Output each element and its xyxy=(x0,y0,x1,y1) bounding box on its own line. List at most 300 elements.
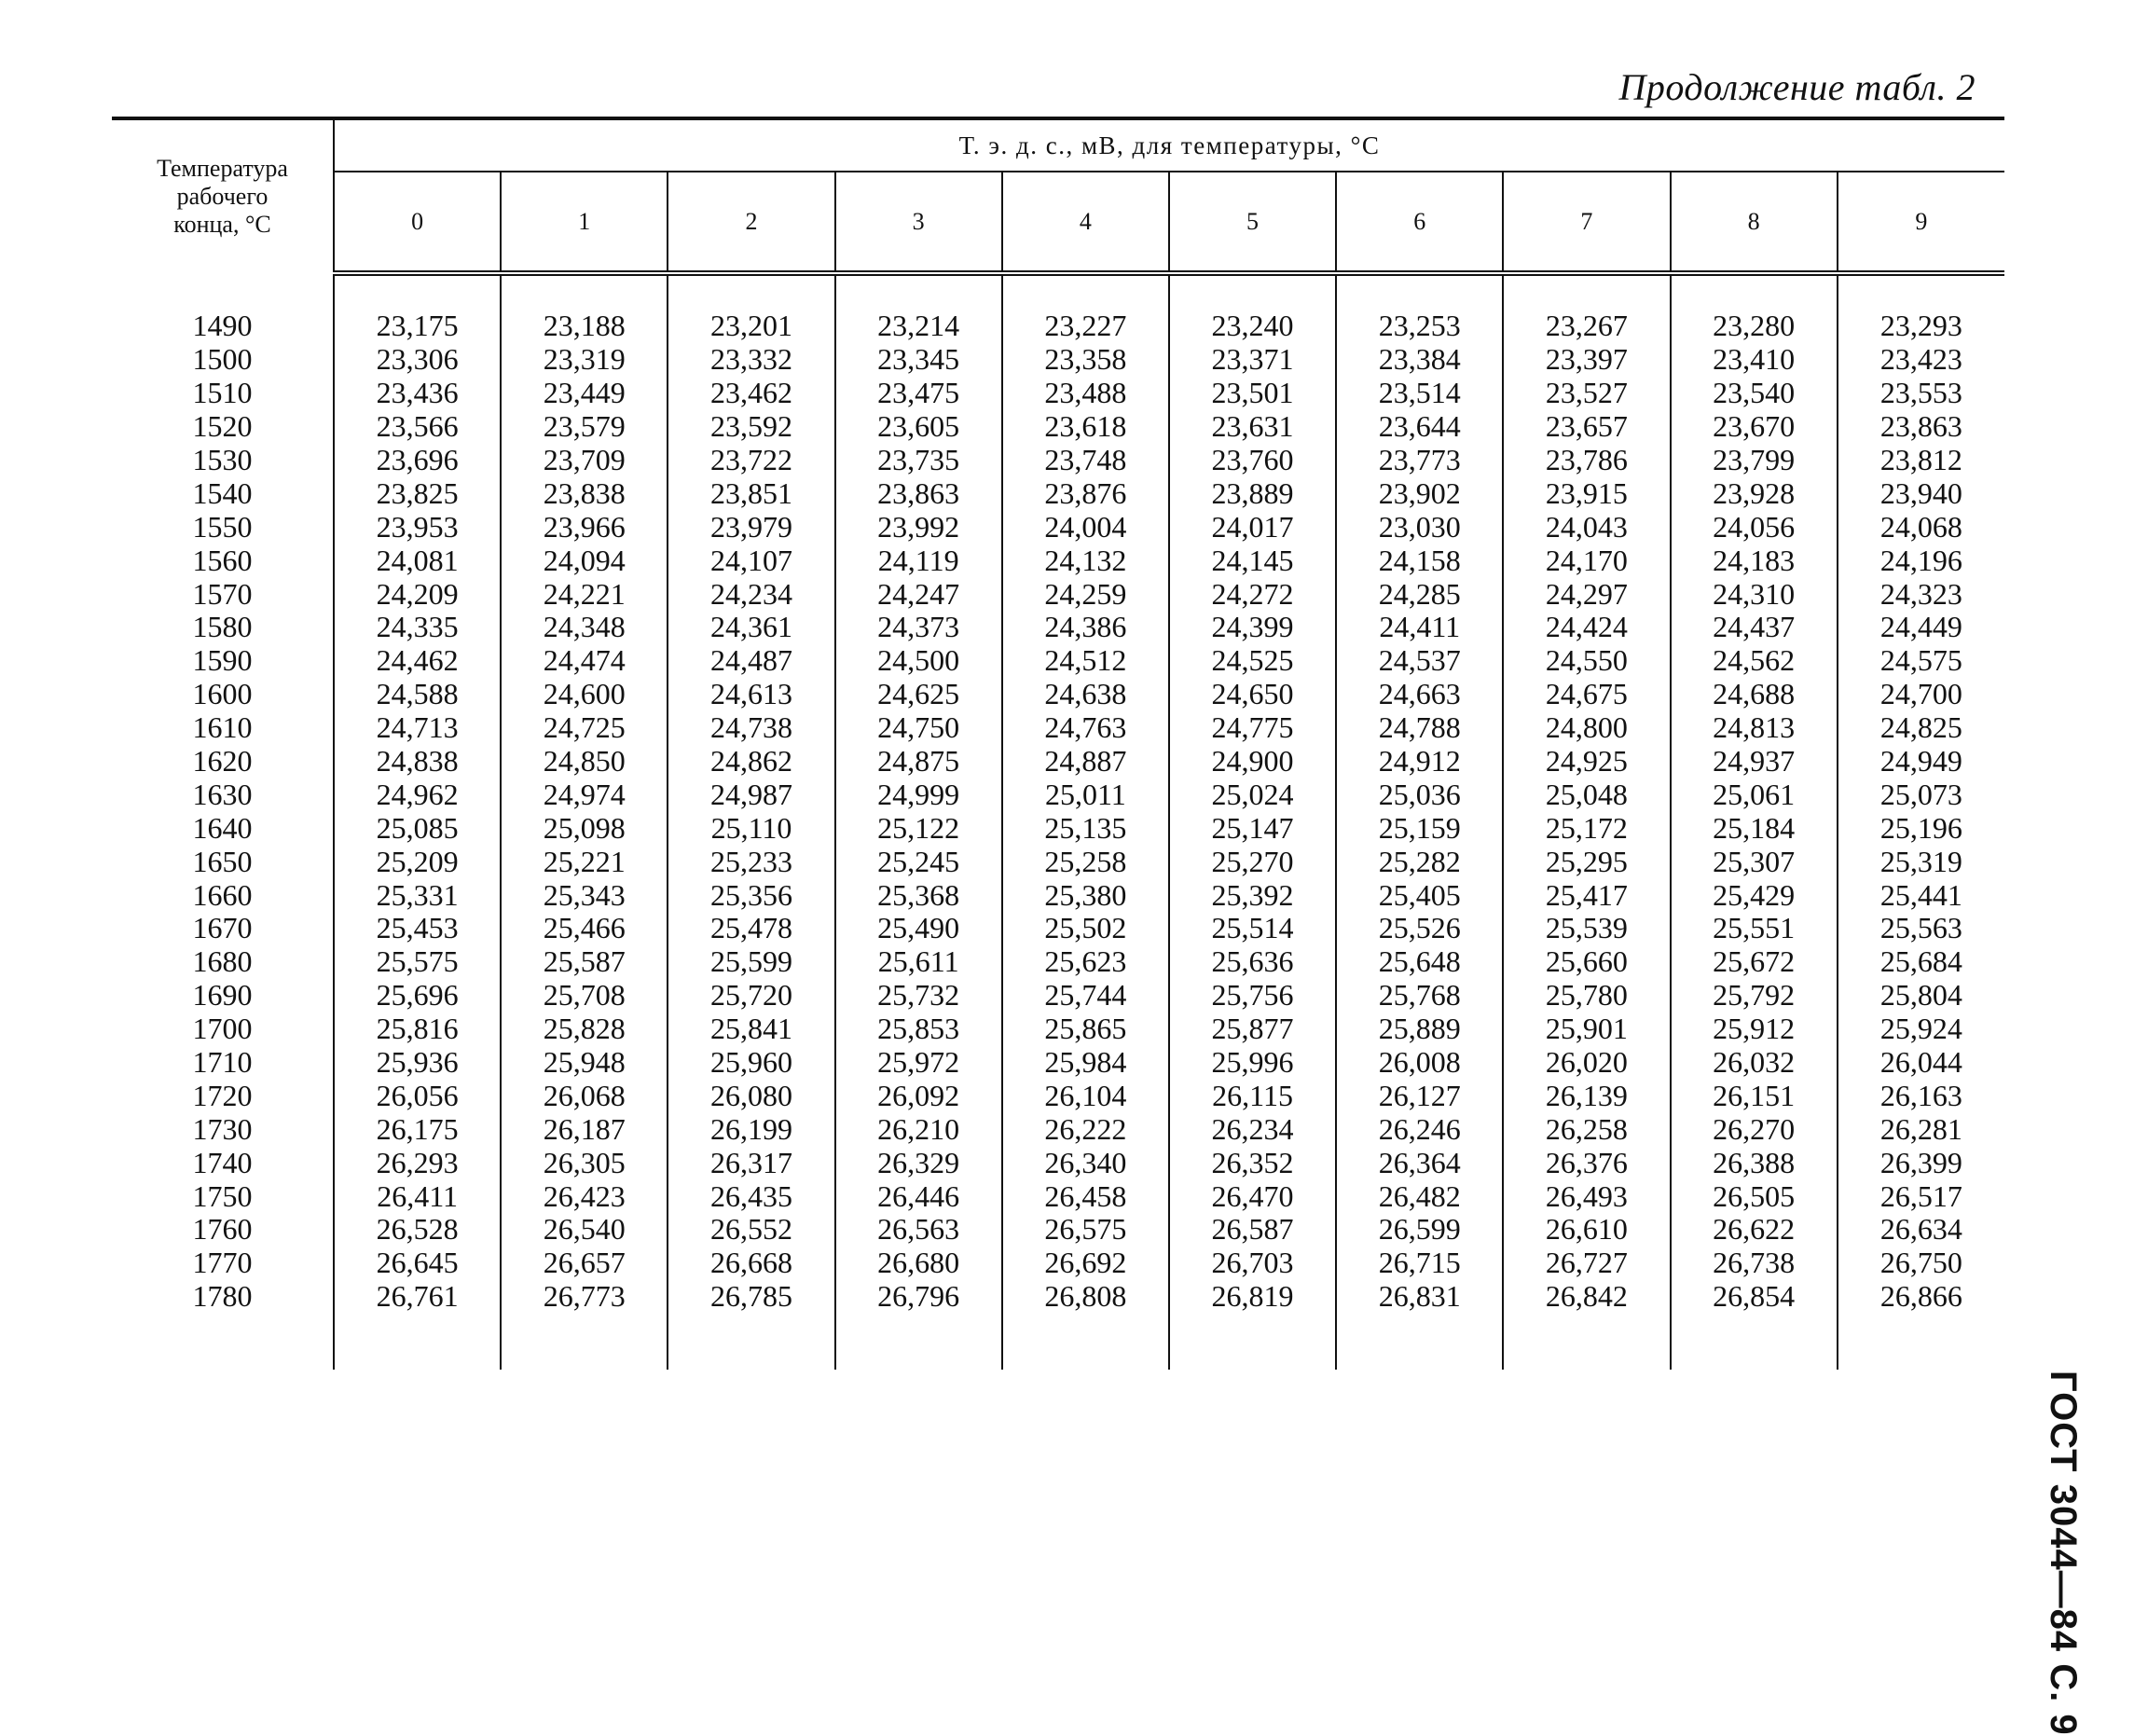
emf-value-cell: 26,715 xyxy=(1336,1247,1503,1280)
emf-value-cell: 23,514 xyxy=(1336,377,1503,410)
emf-value-cell: 24,348 xyxy=(501,611,668,644)
emf-value-cell: 25,405 xyxy=(1336,878,1503,912)
table-body xyxy=(112,273,2004,1370)
emf-value-cell: 25,514 xyxy=(1169,912,1336,945)
emf-value-cell: 25,648 xyxy=(1336,945,1503,979)
emf-value-cell: 26,234 xyxy=(1169,1112,1336,1146)
emf-value-cell: 26,680 xyxy=(835,1247,1002,1280)
emf-value-cell: 26,727 xyxy=(1503,1247,1670,1280)
emf-value-cell: 25,732 xyxy=(835,979,1002,1013)
emf-value-cell: 25,948 xyxy=(501,1046,668,1080)
emf-value-cell: 25,245 xyxy=(835,845,1002,878)
emf-value-cell: 23,384 xyxy=(1336,343,1503,377)
table-row xyxy=(112,1046,2004,1080)
emf-value-cell: 26,435 xyxy=(668,1179,834,1213)
emf-value-cell: 25,221 xyxy=(501,845,668,878)
temp-header-line: рабочего xyxy=(176,183,268,210)
table-row xyxy=(112,1079,2004,1112)
emf-value-cell: 23,579 xyxy=(501,410,668,444)
emf-value-cell: 23,863 xyxy=(835,476,1002,510)
emf-value-cell: 26,668 xyxy=(668,1247,834,1280)
emf-value-cell: 26,552 xyxy=(668,1213,834,1247)
emf-value-cell: 25,828 xyxy=(501,1013,668,1046)
emf-value-cell: 24,962 xyxy=(334,778,501,811)
emf-value-cell: 26,842 xyxy=(1503,1280,1670,1314)
tail-row xyxy=(112,1314,2004,1370)
emf-value-cell: 24,575 xyxy=(1879,643,1962,678)
emf-value-cell: 23,592 xyxy=(668,410,834,444)
row-temperature: 1510 xyxy=(112,377,334,410)
table-row xyxy=(112,410,2004,444)
table-row xyxy=(112,444,2004,477)
emf-value-cell: 23,953 xyxy=(334,510,501,544)
emf-value-cell: 26,175 xyxy=(334,1112,501,1146)
emf-value-cell: 24,638 xyxy=(1002,678,1169,711)
emf-value-cell: 25,048 xyxy=(1503,778,1670,811)
table-row xyxy=(112,544,2004,577)
emf-value-cell: 23,319 xyxy=(501,343,668,377)
emf-value-cell: 26,587 xyxy=(1169,1213,1336,1247)
emf-value-cell: 26,796 xyxy=(835,1280,1002,1314)
emf-value-cell: 25,502 xyxy=(1002,912,1169,945)
emf-value-cell: 23,462 xyxy=(668,377,834,410)
emf-value-cell: 26,376 xyxy=(1503,1146,1670,1179)
table-row xyxy=(112,1213,2004,1247)
emf-value-cell: 25,972 xyxy=(835,1046,1002,1080)
emf-value-cell: 26,854 xyxy=(1671,1280,1838,1314)
emf-value-cell: 24,900 xyxy=(1169,745,1336,778)
emf-value-cell: 26,446 xyxy=(835,1179,1002,1213)
emf-value-cell: 26,187 xyxy=(501,1112,668,1146)
emf-value-cell: 24,183 xyxy=(1671,544,1838,577)
emf-value-cell: 25,720 xyxy=(668,979,834,1013)
emf-value-cell: 26,610 xyxy=(1503,1213,1670,1247)
emf-value-cell: 25,209 xyxy=(334,845,501,878)
emf-value-cell: 25,996 xyxy=(1169,1046,1336,1080)
emf-value-cell: 23,979 xyxy=(668,510,834,544)
emf-value-cell: 25,307 xyxy=(1671,845,1838,878)
emf-value-cell: 26,599 xyxy=(1336,1213,1503,1247)
emf-value-cell: 25,684 xyxy=(1879,944,1962,979)
emf-value-cell: 25,331 xyxy=(334,878,501,912)
emf-value-cell: 24,462 xyxy=(334,644,501,678)
emf-value-cell: 24,437 xyxy=(1671,611,1838,644)
row-temperature: 1730 xyxy=(112,1112,334,1146)
row-temperature: 1640 xyxy=(112,811,334,845)
emf-value-cell: 24,763 xyxy=(1002,711,1169,745)
emf-value-cell: 26,020 xyxy=(1503,1046,1670,1080)
emf-value-cell: 25,599 xyxy=(668,945,834,979)
emf-value-cell: 23,475 xyxy=(835,377,1002,410)
emf-value-cell: 25,356 xyxy=(668,878,834,912)
emf-value-cell: 23,371 xyxy=(1169,343,1336,377)
emf-value-cell: 23,410 xyxy=(1671,343,1838,377)
emf-value-cell: 25,912 xyxy=(1671,1013,1838,1046)
emf-value-cell: 23,214 xyxy=(835,310,1002,343)
emf-value-cell: 26,458 xyxy=(1002,1179,1169,1213)
emf-value-cell: 24,399 xyxy=(1169,611,1336,644)
emf-value-cell: 23,644 xyxy=(1336,410,1503,444)
emf-value-cell: 24,361 xyxy=(668,611,834,644)
emf-value-cell: 26,482 xyxy=(1336,1179,1503,1213)
emf-value-cell: 25,233 xyxy=(668,845,834,878)
emf-value-cell: 25,110 xyxy=(668,811,834,845)
emf-value-cell: 24,838 xyxy=(334,745,501,778)
emf-value-cell: 25,877 xyxy=(1169,1013,1336,1046)
emf-value-cell: 26,199 xyxy=(668,1112,834,1146)
emf-value-cell: 23,722 xyxy=(668,444,834,477)
emf-value-cell: 24,411 xyxy=(1336,611,1503,644)
digit-header: 0 xyxy=(334,172,501,273)
row-temperature: 1560 xyxy=(112,544,334,577)
emf-value-cell: 26,692 xyxy=(1002,1247,1169,1280)
emf-value-cell: 25,865 xyxy=(1002,1013,1169,1046)
emf-value-cell: 24,247 xyxy=(835,577,1002,611)
table-row xyxy=(112,476,2004,510)
emf-value-cell: 25,172 xyxy=(1503,811,1670,845)
row-temperature: 1700 xyxy=(112,1013,334,1046)
table-row xyxy=(112,644,2004,678)
emf-value-cell: 26,352 xyxy=(1169,1146,1336,1179)
row-temperature: 1580 xyxy=(112,611,334,644)
emf-value-cell: 24,613 xyxy=(668,678,834,711)
emf-value-cell: 25,478 xyxy=(668,912,834,945)
emf-value-cell: 25,258 xyxy=(1002,845,1169,878)
emf-value-cell: 23,201 xyxy=(668,310,834,343)
emf-value-cell: 24,850 xyxy=(501,745,668,778)
emf-value-cell: 25,924 xyxy=(1879,1012,1962,1046)
emf-value-cell: 24,259 xyxy=(1002,577,1169,611)
emf-value-cell: 25,768 xyxy=(1336,979,1503,1013)
emf-value-cell: 24,170 xyxy=(1503,544,1670,577)
emf-value-cell: 26,411 xyxy=(334,1179,501,1213)
emf-value-cell: 25,073 xyxy=(1879,777,1962,811)
emf-value-cell: 24,145 xyxy=(1169,544,1336,577)
emf-value-cell: 25,623 xyxy=(1002,945,1169,979)
emf-value-cell: 24,974 xyxy=(501,778,668,811)
digit-header: 6 xyxy=(1336,172,1503,273)
emf-value-cell: 23,992 xyxy=(835,510,1002,544)
emf-value-cell: 26,540 xyxy=(501,1213,668,1247)
emf-value-cell: 26,645 xyxy=(334,1247,501,1280)
emf-value-cell: 23,618 xyxy=(1002,410,1169,444)
emf-value-cell: 25,147 xyxy=(1169,811,1336,845)
row-temperature: 1690 xyxy=(112,979,334,1013)
table-row xyxy=(112,711,2004,745)
row-temperature: 1660 xyxy=(112,878,334,912)
emf-value-cell: 25,490 xyxy=(835,912,1002,945)
emf-value-cell: 24,449 xyxy=(1879,610,1962,644)
emf-value-cell: 26,399 xyxy=(1879,1145,1962,1179)
emf-value-cell: 23,657 xyxy=(1503,410,1670,444)
emf-value-cell: 26,738 xyxy=(1671,1247,1838,1280)
emf-value-cell: 25,011 xyxy=(1002,778,1169,811)
emf-value-cell: 23,540 xyxy=(1671,377,1838,410)
emf-value-cell: 23,876 xyxy=(1002,476,1169,510)
emf-value-cell: 26,044 xyxy=(1879,1045,1962,1080)
digit-header: 4 xyxy=(1002,172,1169,273)
temp-header-line: конца, °С xyxy=(173,211,271,238)
emf-value-cell: 24,775 xyxy=(1169,711,1336,745)
emf-value-cell: 23,786 xyxy=(1503,444,1670,477)
emf-value-cell: 23,889 xyxy=(1169,476,1336,510)
emf-value-cell: 25,960 xyxy=(668,1046,834,1080)
emf-value-cell: 23,227 xyxy=(1002,310,1169,343)
emf-value-cell: 23,280 xyxy=(1671,310,1838,343)
emf-value-cell: 24,625 xyxy=(835,678,1002,711)
emf-value-cell: 24,537 xyxy=(1336,644,1503,678)
emf-value-cell: 25,526 xyxy=(1336,912,1503,945)
row-temperature: 1750 xyxy=(112,1179,334,1213)
emf-value-cell: 25,539 xyxy=(1503,912,1670,945)
emf-value-cell: 25,780 xyxy=(1503,979,1670,1013)
digit-header: 5 xyxy=(1169,172,1336,273)
emf-value-cell: 26,831 xyxy=(1336,1280,1503,1314)
emf-value-cell: 23,566 xyxy=(334,410,501,444)
emf-value-cell: 24,474 xyxy=(501,644,668,678)
emf-value-cell: 23,240 xyxy=(1169,310,1336,343)
emf-value-cell: 24,688 xyxy=(1671,678,1838,711)
emf-value-cell: 26,470 xyxy=(1169,1179,1336,1213)
emf-value-cell: 24,056 xyxy=(1671,510,1838,544)
row-temperature: 1550 xyxy=(112,510,334,544)
emf-value-cell: 23,306 xyxy=(334,343,501,377)
emf-value-cell: 23,735 xyxy=(835,444,1002,477)
digit-header: 7 xyxy=(1503,172,1670,273)
table-row xyxy=(112,510,2004,544)
emf-value-cell: 24,925 xyxy=(1503,745,1670,778)
emf-value-cell: 24,725 xyxy=(501,711,668,745)
emf-value-cell: 24,335 xyxy=(334,611,501,644)
emf-value-cell: 25,184 xyxy=(1671,811,1838,845)
emf-value-cell: 24,862 xyxy=(668,745,834,778)
emf-value-cell: 24,373 xyxy=(835,611,1002,644)
emf-value-cell: 23,966 xyxy=(501,510,668,544)
table-row xyxy=(112,1112,2004,1146)
emf-value-cell: 24,750 xyxy=(835,711,1002,745)
emf-value-cell: 25,744 xyxy=(1002,979,1169,1013)
table-row xyxy=(112,979,2004,1013)
table-row xyxy=(112,878,2004,912)
emf-value-cell: 26,151 xyxy=(1671,1079,1838,1112)
emf-value-cell: 26,773 xyxy=(501,1280,668,1314)
emf-value-cell: 25,587 xyxy=(501,945,668,979)
emf-value-cell: 26,258 xyxy=(1503,1112,1670,1146)
emf-value-cell: 25,417 xyxy=(1503,878,1670,912)
row-temperature: 1720 xyxy=(112,1079,334,1112)
table-row xyxy=(112,611,2004,644)
emf-value-cell: 23,799 xyxy=(1671,444,1838,477)
emf-value-cell: 25,696 xyxy=(334,979,501,1013)
emf-value-cell: 25,551 xyxy=(1671,912,1838,945)
emf-value-cell: 23,449 xyxy=(501,377,668,410)
emf-value-cell: 23,175 xyxy=(334,310,501,343)
emf-value-cell: 23,501 xyxy=(1169,377,1336,410)
emf-value-cell: 26,270 xyxy=(1671,1112,1838,1146)
emf-value-cell: 24,323 xyxy=(1879,576,1962,611)
emf-value-cell: 24,663 xyxy=(1336,678,1503,711)
emf-value-cell: 23,397 xyxy=(1503,343,1670,377)
emf-value-cell: 26,115 xyxy=(1169,1079,1336,1112)
emf-value-cell: 26,305 xyxy=(501,1146,668,1179)
table-row xyxy=(112,377,2004,410)
emf-value-cell: 25,889 xyxy=(1336,1013,1503,1046)
emf-value-cell: 24,588 xyxy=(334,678,501,711)
emf-value-cell: 26,423 xyxy=(501,1179,668,1213)
emf-value-cell: 24,297 xyxy=(1503,577,1670,611)
row-temperature: 1740 xyxy=(112,1146,334,1179)
emf-group-header: Т. э. д. с., мВ, для температуры, °С xyxy=(334,118,2004,172)
emf-value-cell: 24,999 xyxy=(835,778,1002,811)
emf-value-cell: 25,466 xyxy=(501,912,668,945)
emf-value-cell: 25,368 xyxy=(835,878,1002,912)
emf-value-cell: 23,915 xyxy=(1503,476,1670,510)
table-row xyxy=(112,678,2004,711)
emf-value-cell: 24,158 xyxy=(1336,544,1503,577)
emf-value-cell: 23,838 xyxy=(501,476,668,510)
emf-value-cell: 25,061 xyxy=(1671,778,1838,811)
emf-value-cell: 25,453 xyxy=(334,912,501,945)
emf-value-cell: 24,487 xyxy=(668,644,834,678)
emf-value-cell: 24,700 xyxy=(1879,677,1962,711)
emf-value-cell: 23,863 xyxy=(1879,409,1962,444)
table-row xyxy=(112,1013,2004,1046)
emf-value-cell: 24,987 xyxy=(668,778,834,811)
digit-header: 1 xyxy=(501,172,668,273)
emf-value-cell: 23,332 xyxy=(668,343,834,377)
emf-value-cell: 26,163 xyxy=(1879,1078,1962,1112)
emf-value-cell: 23,928 xyxy=(1671,476,1838,510)
row-temperature: 1770 xyxy=(112,1247,334,1280)
emf-value-cell: 23,253 xyxy=(1336,310,1503,343)
emf-value-cell: 25,660 xyxy=(1503,945,1670,979)
digit-header: 2 xyxy=(668,172,834,273)
emf-value-cell: 26,750 xyxy=(1879,1246,1962,1280)
emf-value-cell: 23,605 xyxy=(835,410,1002,444)
emf-value-cell: 23,527 xyxy=(1503,377,1670,410)
emf-value-cell: 25,563 xyxy=(1879,911,1962,945)
emf-value-cell: 25,804 xyxy=(1879,978,1962,1013)
row-temperature: 1520 xyxy=(112,410,334,444)
emf-value-cell: 23,773 xyxy=(1336,444,1503,477)
emf-value-cell: 25,636 xyxy=(1169,945,1336,979)
row-temperature: 1490 xyxy=(112,310,334,343)
emf-value-cell: 26,056 xyxy=(334,1079,501,1112)
emf-value-cell: 25,901 xyxy=(1503,1013,1670,1046)
emf-value-cell: 26,761 xyxy=(334,1280,501,1314)
emf-value-cell: 24,875 xyxy=(835,745,1002,778)
row-temperature: 1610 xyxy=(112,711,334,745)
emf-value-cell: 25,343 xyxy=(501,878,668,912)
emf-value-cell: 23,188 xyxy=(501,310,668,343)
emf-value-cell: 25,936 xyxy=(334,1046,501,1080)
emf-value-cell: 25,270 xyxy=(1169,845,1336,878)
emf-value-cell: 26,575 xyxy=(1002,1213,1169,1247)
emf-value-cell: 24,550 xyxy=(1503,644,1670,678)
emf-value-cell: 24,788 xyxy=(1336,711,1503,745)
row-temperature: 1680 xyxy=(112,945,334,979)
emf-value-cell: 25,984 xyxy=(1002,1046,1169,1080)
row-temperature: 1590 xyxy=(112,644,334,678)
emf-value-cell: 26,866 xyxy=(1879,1279,1962,1314)
emf-value-cell: 26,528 xyxy=(334,1213,501,1247)
emf-value-cell: 24,949 xyxy=(1879,744,1962,778)
table-header xyxy=(112,118,2004,273)
emf-value-cell: 24,107 xyxy=(668,544,834,577)
emf-value-cell: 25,196 xyxy=(1879,810,1962,845)
emf-value-cell: 25,756 xyxy=(1169,979,1336,1013)
emf-value-cell: 26,634 xyxy=(1879,1212,1962,1247)
emf-value-cell: 26,785 xyxy=(668,1280,834,1314)
table-row xyxy=(112,1247,2004,1280)
table-row xyxy=(112,945,2004,979)
temp-header-line: Температура xyxy=(157,155,288,182)
row-temperature: 1620 xyxy=(112,745,334,778)
emf-value-cell: 23,293 xyxy=(1879,309,1962,343)
digit-header: 8 xyxy=(1671,172,1838,273)
emf-value-cell: 24,562 xyxy=(1671,644,1838,678)
table-continuation-caption: Продолжение табл. 2 xyxy=(1618,66,1976,108)
gost-page-label: ГОСТ 3044—84 С. 9 xyxy=(2043,1371,2084,1736)
emf-value-cell: 26,210 xyxy=(835,1112,1002,1146)
table-row xyxy=(112,745,2004,778)
emf-value-cell: 25,392 xyxy=(1169,878,1336,912)
emf-value-cell: 25,841 xyxy=(668,1013,834,1046)
emf-value-cell: 24,004 xyxy=(1002,510,1169,544)
row-temperature: 1540 xyxy=(112,476,334,510)
emf-value-cell: 24,272 xyxy=(1169,577,1336,611)
emf-value-cell: 25,380 xyxy=(1002,878,1169,912)
row-temperature: 1500 xyxy=(112,343,334,377)
emf-value-cell: 26,092 xyxy=(835,1079,1002,1112)
row-temperature: 1760 xyxy=(112,1213,334,1247)
emf-value-cell: 23,488 xyxy=(1002,377,1169,410)
table-row xyxy=(112,1146,2004,1179)
emf-value-cell: 25,098 xyxy=(501,811,668,845)
row-temperature: 1780 xyxy=(112,1280,334,1314)
emf-value-cell: 26,222 xyxy=(1002,1112,1169,1146)
emf-value-cell: 26,127 xyxy=(1336,1079,1503,1112)
row-temperature: 1630 xyxy=(112,778,334,811)
row-temperature: 1670 xyxy=(112,912,334,945)
table-row xyxy=(112,778,2004,811)
emf-value-cell: 26,281 xyxy=(1879,1111,1962,1146)
table-row xyxy=(112,343,2004,377)
emf-value-cell: 26,388 xyxy=(1671,1146,1838,1179)
emf-value-cell: 26,657 xyxy=(501,1247,668,1280)
emf-value-cell: 25,036 xyxy=(1336,778,1503,811)
emf-value-cell: 24,310 xyxy=(1671,577,1838,611)
emf-value-cell: 24,119 xyxy=(835,544,1002,577)
emf-value-cell: 24,713 xyxy=(334,711,501,745)
emf-value-cell: 25,672 xyxy=(1671,945,1838,979)
emf-value-cell: 23,030 xyxy=(1336,510,1503,544)
emf-value-cell: 25,792 xyxy=(1671,979,1838,1013)
emf-value-cell: 26,819 xyxy=(1169,1280,1336,1314)
emf-value-cell: 24,675 xyxy=(1503,678,1670,711)
emf-value-cell: 24,525 xyxy=(1169,644,1336,678)
table-row xyxy=(112,577,2004,611)
emf-value-cell: 23,553 xyxy=(1879,376,1962,410)
emf-value-cell: 25,159 xyxy=(1336,811,1503,845)
emf-value-cell: 23,358 xyxy=(1002,343,1169,377)
emf-value-cell: 23,748 xyxy=(1002,444,1169,477)
emf-value-cell: 25,853 xyxy=(835,1013,1002,1046)
emf-value-cell: 24,512 xyxy=(1002,644,1169,678)
emf-value-cell: 25,282 xyxy=(1336,845,1503,878)
row-temperature: 1530 xyxy=(112,444,334,477)
emf-value-cell: 24,221 xyxy=(501,577,668,611)
